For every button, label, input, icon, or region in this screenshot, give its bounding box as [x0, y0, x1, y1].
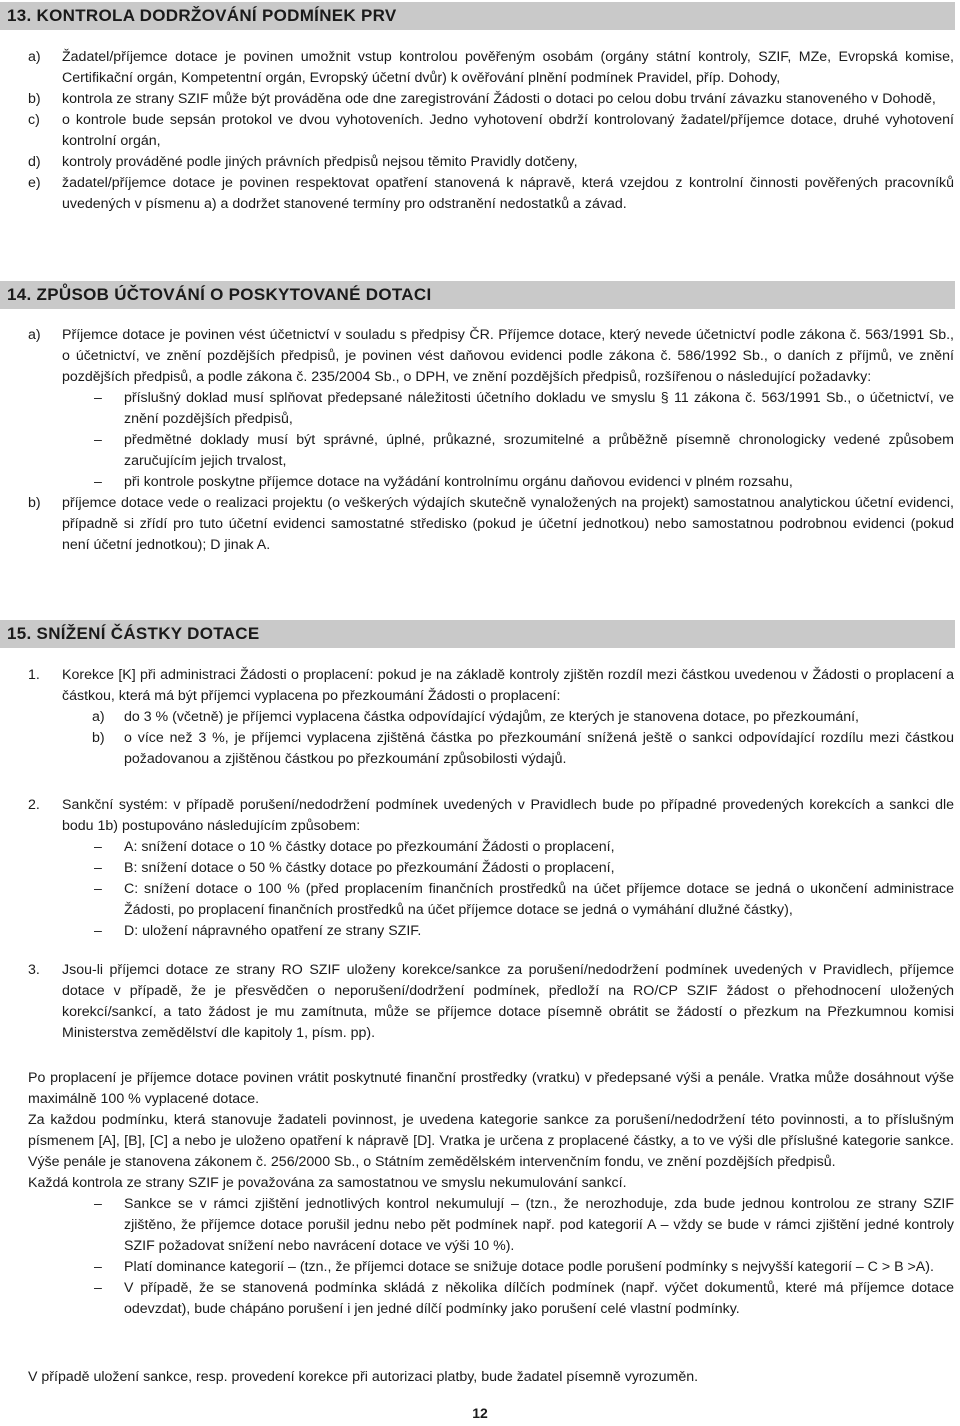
dash-item: – předmětné doklady musí být správné, úplné, průkazné, srozumitelné a průběžně písemně chronologicky vedené způsobem zaručujícím jejich trvalost,	[94, 432, 954, 469]
dash-item: – B: snížení dotace o 50 % částky dotace po přezkoumání Žádosti o proplacení,	[94, 860, 615, 876]
list-item: b) kontrola ze strany SZIF může být prováděna ode dne zaregistrování Žádosti o dotaci po celou dobu trvání závazku stanoveného v Dohodě,	[28, 91, 936, 107]
paragraph: Každá kontrola ze strany SZIF je považována za samostatnou ve smyslu nekumulování sankcí.	[28, 1175, 627, 1191]
list-item: a) Příjemce dotace je povinen vést účetnictví v souladu s předpisy ČR. Příjemce dotace, který nevede účetnictví podle zákona č. 563/1991 Sb., o účetnictví, ve znění pozdějších předpisů, je povinen vést daňovou evidenci podle zákona č. 586/1992 Sb., o daních z příjmů, ve znění pozdějších předpisů, a podle zákona č. 235/2004 Sb., o DPH, ve znění pozdějších předpisů, rozšířenou o následující požadavky:	[28, 327, 954, 385]
section-15-point-3	[0, 960, 960, 1044]
dash-item: – při kontrole poskytne příjemce dotace na vyžádání kontrolnímu orgánu daňovou evidenci v plném rozsahu,	[94, 474, 793, 490]
page-number: 12	[472, 1405, 488, 1421]
list-item: d) kontroly prováděné podle jiných právních předpisů nejsou těmito Pravidly dotčeny,	[28, 154, 578, 170]
dash-item: – D: uložení nápravného opatření ze strany SZIF.	[94, 923, 422, 939]
list-item: b) příjemce dotace vede o realizaci projektu (o veškerých výdajích skutečně vynaložených na projekt) samostatnou analytickou účetní evidenci, případně si zřídí pro tuto účetní evidenci samostatné středisko (pokud je účetní jednotkou) nebo samostatnou podrobnou evidenci (pokud není účetní jednotkou); D jinak A.	[28, 495, 954, 553]
sub-item: b) o více než 3 %, je příjemci vyplacena zjištěná částka po přezkoumání snížená ještě o sankci odpovídající rozdílu mezi částkou požadovanou a zjištěnou částkou po přezkoumání způsobilosti výdajů.	[92, 730, 954, 767]
dash-item: – příslušný doklad musí splňovat předepsané náležitosti účetního dokladu ve smyslu § 11 zákona č. 563/1991 Sb., o účetnictví, ve znění pozdějších předpisů,	[94, 390, 954, 427]
section-14-heading: 14. ZPŮSOB ÚČTOVÁNÍ O POSKYTOVANÉ DOTACI	[0, 281, 955, 309]
section-15-point-2	[0, 795, 960, 942]
sub-item: a) do 3 % (včetně) je příjemci vyplacena částka odpovídající výdajům, ze kterých je stanovena dotace, po přezkoumání,	[92, 709, 859, 725]
paragraph: Za každou podmínku, která stanovuje žadateli povinnost, je uvedena kategorie sankce za porušení/nedodržení této povinnosti, a to příslušným písmenem [A], [B], [C] a nebo je uloženo opatření k nápravě [D]. Vratka je určena z proplacené částky, a to ve výši dle příslušné kategorie sankce. Výše penále je stanovena zákonem č. 256/2000 Sb., o Státním zemědělském intervenčním fondu, ve znění pozdějších předpisů.	[28, 1112, 954, 1170]
list-item: e) žadatel/příjemce dotace je povinen respektovat opatření stanovená k nápravě, která vzejdou z kontrolní činnosti pověřených pracovníků uvedených v písmenu a) a dodržet stanovené termíny pro odstranění nedostatků a závad.	[28, 175, 954, 212]
list-item: a) Žadatel/příjemce dotace je povinen umožnit vstup kontrolou pověřeným osobám (orgány státní kontroly, SZIF, MZe, Evropská komise, Certifikační orgán, Kompetentní orgán, Evropský účetní dvůr) k ověřování plnění podmínek Pravidel, příp. Dohody,	[28, 49, 954, 86]
closing-paragraph: V případě uložení sankce, resp. provedení korekce při autorizaci platby, bude žadatel písemně vyrozuměn.	[28, 1369, 699, 1385]
dash-item: – C: snížení dotace o 100 % (před proplacením finančních prostředků na účet příjemce dotace se jedná o ukončení administrace Žádosti, po proplacení finančních prostředků na účet příjemce dotace se jedná o vymáhání dlužné částky),	[94, 881, 954, 918]
dash-item: – A: snížení dotace o 10 % částky dotace po přezkoumání Žádosti o proplacení,	[94, 839, 615, 855]
section-15-paragraphs	[0, 1068, 960, 1320]
numbered-item: 2. Sankční systém: v případě porušení/nedodržení podmínek uvedených v Pravidlech bude po případné provedených korekcích a sankci dle bodu 1b) postupováno následujícím způsobem:	[28, 797, 954, 834]
numbered-item: 1. Korekce [K] při administraci Žádosti o proplacení: pokud je na základě kontroly zjištěn rozdíl mezi částkou uvedenou v Žádosti o proplacení a částkou, která má být příjemci vyplacena po přezkoumání Žádosti o proplacení:	[28, 667, 954, 704]
dash-item: – V případě, že se stanovená podmínka skládá z několika dílčích podmínek (např. výčet dokumentů, které má příjemce dotace odevzdat), bude chápáno porušení i jen jedné dílčí podmínky jako porušení celé vlastní podmínky.	[94, 1280, 954, 1317]
section-15-heading: 15. SNÍŽENÍ ČÁSTKY DOTACE	[0, 620, 955, 648]
numbered-item: 3. Jsou-li příjemci dotace ze strany RO SZIF uloženy korekce/sankce za porušení/nedodržení podmínek uvedených v Pravidlech, příjemce dotace v případě, že je přesvědčen o neporušení/dodržení podmínek, předloží na RO/CP SZIF žádost o přehodnocení uložených korekcí/sankcí, a tato žádost je mu zamítnuta, může se příjemce dotace písemně obrátit se žádostí o přezkum na Přezkumnou komisi Ministerstva zemědělství dle kapitoly 1, písm. pp).	[28, 962, 954, 1041]
dash-item: – Platí dominance kategorií – (tzn., že příjemci dotace se snižuje dotace podle porušení podmínky s nejvyšší kategorií – C > B >A).	[94, 1259, 934, 1275]
section-13-heading: 13. KONTROLA DODRŽOVÁNÍ PODMÍNEK PRV	[0, 2, 955, 30]
list-item: c) o kontrole bude sepsán protokol ve dvou vyhotoveních. Jedno vyhotovení obdrží kontrolovaný žadatel/příjemce dotace, druhé vyhotovení kontrolní orgán,	[28, 112, 954, 149]
section-14-body	[0, 325, 960, 556]
section-15-point-1	[0, 665, 960, 770]
section-13-body	[0, 47, 960, 215]
dash-item: – Sankce se v rámci zjištění jednotlivých kontrol nekumulují – (tzn., že nerozhoduje, zda bude jednou kontrolou ze strany SZIF zjištěno, že příjemce dotace porušil jednu nebo pět podmínek např. pod kategorií A – vždy se bude v rámci zjištění jedné kontroly SZIF požadovat snížení nebo navrácení dotace ve výši 10 %).	[94, 1196, 954, 1254]
paragraph: Po proplacení je příjemce dotace povinen vrátit poskytnuté finanční prostředky (vratku) v předepsané výši a penále. Vratka může dosáhnout výše maximálně 100 % vyplacené dotace.	[28, 1070, 954, 1107]
